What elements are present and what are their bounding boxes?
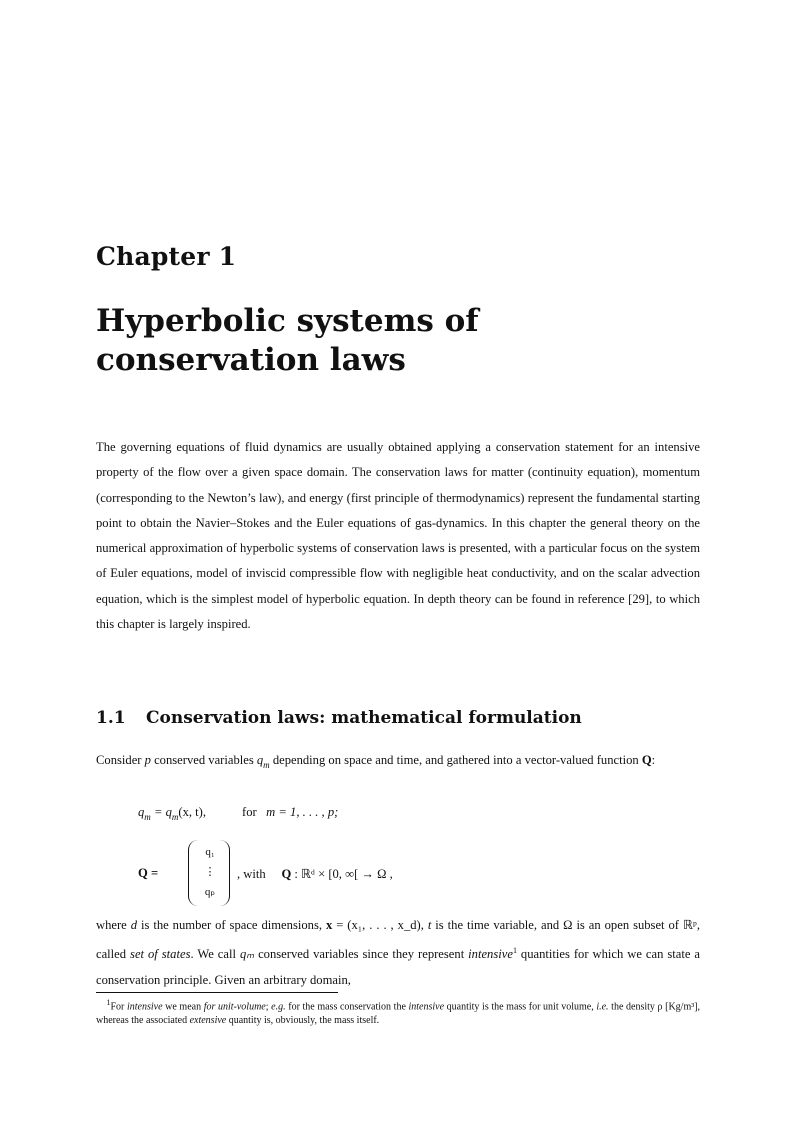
vector-lhs: Q = [138, 866, 159, 880]
right-paren [220, 840, 230, 906]
vector-map: , with Q : ℝᵈ × [0, ∞[ → Ω , [237, 867, 393, 881]
paragraph-definitions: where d is the number of space dimensions, x = (x₁, . . . , x_d), t is the time variable, and Ω is an open subset of ℝᵖ, called set of states. We call qₘ conserved variables since they represent intensive$^1$ quantities for which we can state a conservation principle. Given an arbitrary domain, [96, 918, 701, 987]
intro-paragraph: The governing equations of fluid dynamics are usually obtained applying a conservation statement for an intensive property of the flow over a given space domain. The conservation laws for matter (continuity equation), momentum (corresponding to the Newton’s law), and energy (first principle of thermodynamics) represent the fundamental starting point to obtain the Navier–Stokes and the Euler equations of gas-dynamics. In this chapter the general theory on the numerical approximation of hyperbolic systems of conservation laws is presented, with a particular focus on the system of Euler equations, model of inviscid compressible flow with negligible heat conductivity, and on the scalar advection equation, which is the simplest model of hyperbolic equation. In depth theory can be found in reference [29], to which this chapter is largely inspired. [96, 440, 700, 632]
chapter-label: Chapter 1 [96, 242, 237, 271]
section-heading [96, 708, 700, 728]
section-number: 1.1 [96, 708, 126, 728]
footnote: $^1$For intensive we mean for unit-volume; e.g. for the mass conservation the intensive quantity is the mass for unit volume, i.e. the density ρ [Kg/m³], whereas the associated extensive quantity is, obviously, the mass itself. [96, 998, 701, 1027]
equation-qm: $q_m = q_m(x$, t), for m = 1, . . . , p; [138, 805, 339, 822]
left-paren [188, 840, 198, 906]
footnote-rule [96, 992, 338, 993]
chapter-title: Hyperbolic systems of conservation laws [96, 303, 479, 378]
section-title: Conservation laws: mathematical formulation [146, 708, 582, 728]
vector-entries: q₁ ⋮ qₚ [204, 846, 216, 898]
paragraph-variables: Consider p conserved variables $q_m$ depending on space and time, and gathered into a vector-valued function Q: [96, 753, 656, 770]
